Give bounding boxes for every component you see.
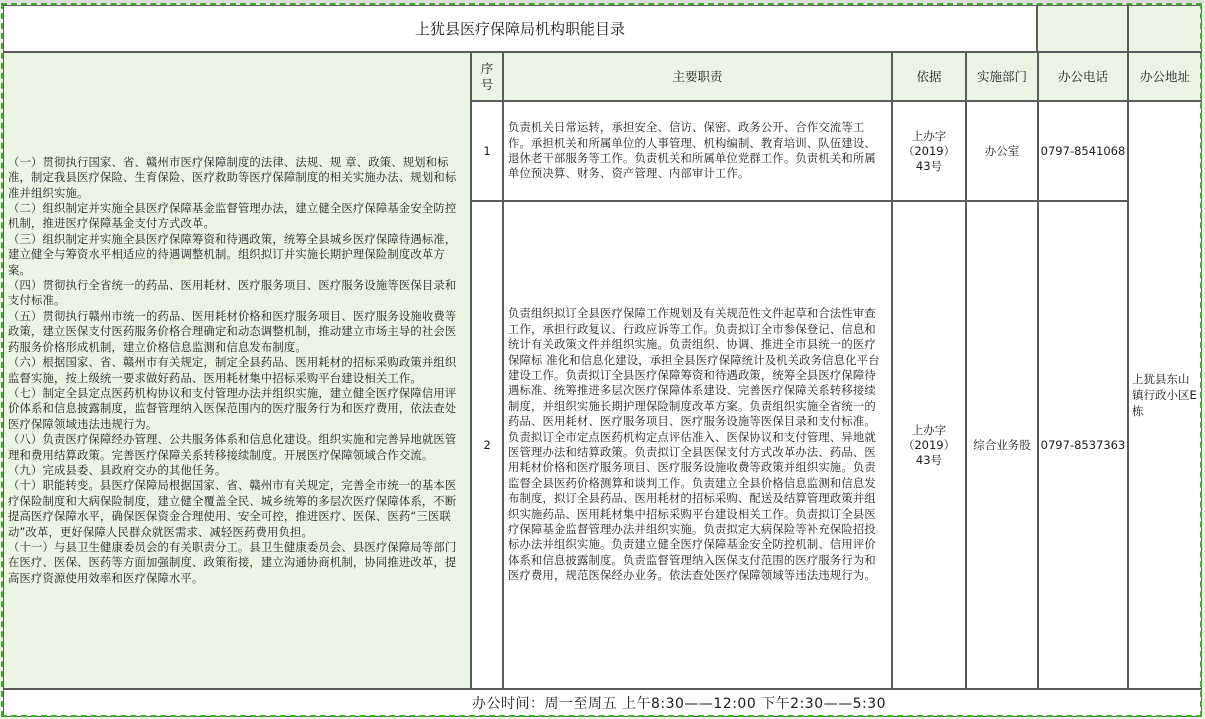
header-duties: 主要职责 bbox=[503, 52, 892, 101]
header-phone: 办公电话 bbox=[1038, 52, 1128, 101]
empty-header-cell bbox=[1037, 5, 1128, 52]
office-hours-row bbox=[3, 689, 1202, 717]
row1-dept: 办公室 bbox=[966, 101, 1038, 201]
row2-basis: 上办字（2019）43号 bbox=[892, 201, 966, 689]
row2-duties bbox=[503, 201, 892, 689]
row2-seq: 2 bbox=[471, 201, 503, 689]
header-seq-label: 序号 bbox=[480, 60, 494, 92]
header-dept: 实施部门 bbox=[966, 52, 1038, 101]
header-basis: 依据 bbox=[892, 52, 966, 101]
row1-phone: 0797-8541068 bbox=[1038, 101, 1128, 201]
header-address: 办公地址 bbox=[1128, 52, 1202, 101]
row2-phone: 0797-8537363 bbox=[1038, 201, 1128, 689]
office-hours-text: 办公时间：周一至周五 上午8:30——12:00 下午2:30——5:30 bbox=[472, 696, 887, 712]
row1-duties bbox=[503, 101, 892, 201]
header-seq bbox=[471, 52, 503, 101]
row1-duties-text: 负责机关日常运转，承担安全、信访、保密、政务公开、合作交流等工作。承担机关和所属单位的人事管理、机构编制、教育培训、队伍建设、退休老干部服务等工作。负责机关和所属单位党群工作。负责机关和所属单位预决算、财务、资产管理、内部审计工作。 bbox=[508, 121, 876, 181]
row1-seq: 1 bbox=[471, 101, 503, 201]
top-edge bbox=[0, 0, 1205, 3]
empty-header-cell bbox=[1128, 5, 1202, 52]
functions-cell bbox=[3, 52, 471, 689]
address-text: 上犹县东山镇行政小区E栋 bbox=[1132, 372, 1197, 418]
page-title: 上犹县医疗保障局机构职能目录 bbox=[3, 5, 1037, 52]
row2-duties-text: 负责组织拟订全县医疗保障工作规划及有关规范性文件起草和合法性审查工作，承担行政复议、行政应诉等工作。负责拟订全市参保登记、信息和统计有关政策文件并组织实施。负责组织、协调、推进全市县统一的医疗保障标 准化和信息化建设，承担全县医疗保障统计及机关政务信息化平台建设工作。负责拟订全县医疗保障筹资和待遇政策，统筹全县医疗保障待遇标准、统筹推进多层次医疗保障体系建设、完善医疗保障关系转移接续制度，并组织实施长期护理保险制度改革方案。负责组织实施全省统一的药品、医用耗材、医疗服务项目、医疗服务设施等医保目录和支付标准。负责拟订全市定点医药机构定点评估准入、医保协议和支付管理、异地就医管理办法和结算政策。负责拟订全县医保支付方式改革办法、药品、医用耗材价格和医疗服务项目、医疗服务设施收费等政策并组织实施。负责监督全县医药价格测算和谈判工作。负责建立全县价格信息监测和信息发布制度，拟订全县药品、医用耗材的招标采购、配送及结算管理政策并组织实施药品、医用耗材集中招标采购平台建设相关工作。负责拟订全县医疗保障基金监督管理办法并组织实施。负责拟定大病保险等补充保险招投标办法并组织实施。负责建立健全医疗保障基金安全防控机制、信用评价体系和信息披露制度。负责监督管理纳入医保支付范围的医疗服务行为和医疗费用，规范医保经办业务。依法查处医疗保障领域等违法违规行为。 bbox=[508, 307, 880, 583]
row2-dept: 综合业务股 bbox=[966, 201, 1038, 689]
address-cell bbox=[1128, 101, 1202, 689]
row1-basis: 上办字（2019）43号 bbox=[892, 101, 966, 201]
functions-text: （一）贯彻执行国家、省、赣州市医疗保障制度的法律、法规、规 章、政策、规划和标准，制定我县医疗保险、生育保险、医疗救助等医疗保障制度的相关实施办法、规划和标准并组织实施。 （二）组织制定并实施全县医疗保障基金监督管理办法，建立健全医疗保障基金安全防控机制，推进医疗保障基金支付方式改革。 （三）组织制定并实施全县医疗保障筹资和待遇政策，统筹全县城乡医疗保障待遇标准，建立健全与筹资水平相适应的待遇调整机制。组织拟订并实施长期护理保险制度改革方案。 （四）贯彻执行全省统一的药品、医用耗材、医疗服务项目、医疗服务设施等医保目录和支付标准。 （五）贯彻执行赣州市统一的药品、医用耗材价格和医疗服务项目、医疗服务设施收费等政策，建立医保支付医药服务价格合理确定和动态调整机制，推动建立市场主导的社会医药服务价格形成机制，建立价格信息监测和信息发布制度。 （六）根据国家、省、赣州市有关规定，制定全县药品、医用耗材的招标采购政策并组织监督实施，按上级统一要求做好药品、医用耗材集中招标采购平台建设相关工作。 （七）制定全县定点医药机构协议和支付管理办法并组织实施，建立健全医疗保障信用评价体系和信息披露制度，监督管理纳入医保范围内的医疗服务行为和医疗费用，依法查处医疗保障领域违法违规行为。 （八）负责医疗保障经办管理、公共服务体系和信息化建设。组织实施和完善异地就医管理和费用结算政策。完善医疗保障关系转移接续制度。开展医疗保障领域合作交流。 （九）完成县委、县政府交办的其他任务。 （十）职能转变。县医疗保障局根据国家、省、赣州市有关规定，完善全市统一的基本医疗保险制度和大病保险制度，建立健全覆盖全民、城乡统筹的多层次医疗保障体系，不断提高医疗保障水平，确保医保资金合理使用、安全可控，推进医疗、医保、医药“三医联动”改革，更好保障人民群众就医需求、减轻医药费用负担。 （十一）与县卫生健康委员会的有关职责分工。县卫生健康委员会、县医疗保障局等部门在医疗、医保、医药等方面加强制度、政策衔接，建立沟通协商机制，协同推进改革，提高医疗资源使用效率和医疗保障水平。 bbox=[8, 155, 457, 585]
